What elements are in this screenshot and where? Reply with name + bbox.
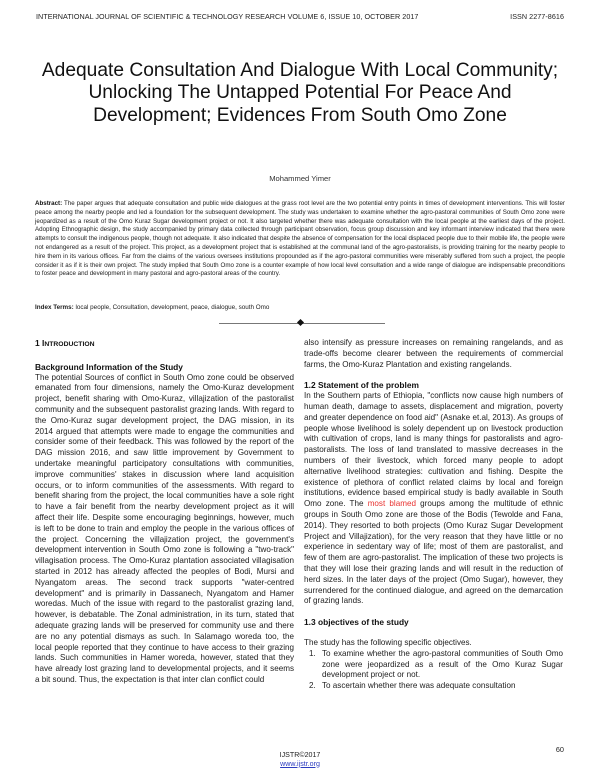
section-title: NTRODUCTION [44, 341, 95, 348]
page-footer [0, 751, 600, 768]
index-terms [35, 304, 565, 311]
journal-website-link[interactable]: www.ijstr.org [280, 759, 320, 768]
abstract-text: The paper argues that adequate consultation and public wide dialogues at the grass root level are the two potential entry points in times of development interventions. This will foster peace among the nearby people and led a foundation for the subsequent development. The study was undertaken to examine whether the agro-pastoral communities of South Omo zone were jeopardized as a result of the Omo Kuraz Sugar development project or not. It also targeted whether there was adequate consultation with the local people at the earliest days of the project. Adopting Ethnographic design, the study accompanied by primary data collected through participant observation, focus group discussion and key informant interview indicated that there were attempts to consult the indigenous people, though not adequate. It also indicated that despite the absence of compensation for the local displaced people due to their mobile life, the people were not endangered as a result of the project. This project, as a development project that is established at the communal land of the agro-pastoralists, is providing training for the nearby people to hire them in its various offices. Far from the claims of the various oversees institutions propounded as if the agro-pastoral communities were miserably suffered from such a project, the people consider it as if it is their own project. The study implied that South Omo zone is a counter example of how local level consultation and a wide range of dialogue are indispensable preconditions to foster peace and development in many pastoral and agro-pastoral areas of the country. [35, 200, 565, 278]
journal-name: INTERNATIONAL JOURNAL OF SCIENTIFIC & TECHNOLOGY RESEARCH VOLUME 6, ISSUE 10, OCTOBER 2017 [36, 12, 419, 21]
objectives-intro: The study has the following specific objectives. [304, 637, 472, 647]
left-column [35, 338, 294, 686]
objectives-list [304, 649, 563, 692]
problem-text-start: In the Southern parts of Ethiopia, "conflicts now cause high numbers of human death, damage to assets, displacement and migration, poverty and greater dependence on food aid" (Asnake et.al, 2013). As groups of people whose livelihood is solely dependent up on livestock production with cultivation of crops, land is many things for pastoralists and agro-pastoralists. The loss of land translated to massive decreases in the numbers of their livestock, which forced many people to adopt alternative livelihood strategies: cultivation and fishing. Despite the existence of plethora of conflict related claims by local and foreign institutions, evidence based empirical study is badly available in South Omo zone. The [304, 391, 563, 509]
section-heading-problem: 1.2 Statement of the problem [304, 380, 419, 391]
diamond-icon [297, 319, 304, 326]
author-name: Mohammed Yimer [269, 174, 331, 183]
section-heading-objectives: 1.3 objectives of the study [304, 617, 409, 628]
abstract [35, 200, 565, 279]
issn: ISSN 2277-8616 [510, 12, 564, 21]
objective-item: 1. To examine whether the agro-pastoral communities of South Omo zone were jeopardized as a result of the Omo Kuraz Sugar development project or not. [318, 649, 563, 681]
index-terms-text: local people, Consultation, development, peace, dialogue, south Omo [75, 304, 270, 311]
section-number: 1 I [35, 338, 45, 348]
intro-continuation: also intensify as pressure increases on remaining rangelands, and as trade-offs become clearer between the requirements of commercial farms, the Omo-Kuraz Plantation and existing rangelands. [304, 338, 563, 369]
abstract-label: Abstract: [35, 200, 63, 207]
section-separator [219, 320, 385, 326]
subheading-background: Background Information of the Study [35, 361, 183, 372]
intro-paragraph: The potential Sources of conflict in South Omo zone could be observed emanated from four dimensions, namely the Omo-Kuraz development project, benefit sharing with Omo-Kuraz, villajization of the pastoralist community and the subsequent pastoralist grazing lands. With regard to the Omo-Kuraz sugar development project, the DAG mission, in its 2014 argued that attempts were made to engage the communities and consider some of their feedback. This was followed by the report of the DAG mission 2016, and saw little improvement by Government to undertake meaningful participatory consultations with communities, improve communities' stakes in discussion where land acquisition occurs, or to inform communities of the assessments. With regard to benefit sharing from the project, the local communities have a sole right to have a fair benefit from the nearby development project as it will affect their life. Despite some encouraging beginnings, however, much is left to be done to train and employ the people in the various offices of the project. Concerning the villajization project, the government's development intervention in South Omo zone is following a "two-track" villagisation process. The Omo-Kuraz plantation associated villagisation started in 2012 has already affected the peoples of Bodi, Mursi and Nyangatom areas. The second track supports "water-centred development" and is primarily in Dassanech, Nyangatom and Hamer woredas. Much of the issue with regard to the pastoralist grazing land, however, is debatable. The Zonal administration, in its turn, stated that adequate grazing lands will be preserved for community use and there are no any potential dismays as such. In Salamago woreda too, the local people reported that they continue to have access to their grazing lands. Such communities in Hamer woreda, however, stated that they have already lost grazing land to developmental projects, and it seems a bit sound. Thus, the expectation is that inter clan conflict could [35, 372, 294, 684]
page-number: 60 [555, 745, 564, 754]
right-column [304, 338, 563, 692]
copyright: IJSTR©2017 [279, 751, 321, 759]
running-header [36, 12, 564, 21]
section-heading-introduction [35, 338, 294, 351]
highlighted-text: most blamed [367, 499, 416, 509]
paper-title: Adequate Consultation And Dialogue With Local Community; Unlocking The Untapped Potential For Peace And Development; Evidences From South Omo Zone [41, 60, 559, 126]
problem-text-end: groups among the multitude of ethnic groups in South Omo zone are those of the Bodis (Tewolde and Fana, 2014). They resorted to both projects (Omo Kuraz Sugar Development Project and Villajization), for the very reason that they have little or no experience in sedentary way of life; most of them are pastoralist, and few of them are agro-pastoralist. The implication of these two projects is that they will lose their grazing lands and will result in the reduction of herd sizes. In the later days of the project (Omo Sugar), however, they surrendered for the continued dialogue, and agreed on the demarcation of grazing lands. [304, 499, 563, 606]
problem-paragraph [304, 391, 563, 607]
index-terms-label: Index Terms: [35, 304, 74, 311]
objective-item: 2. To ascertain whether there was adequate consultation [318, 681, 563, 692]
